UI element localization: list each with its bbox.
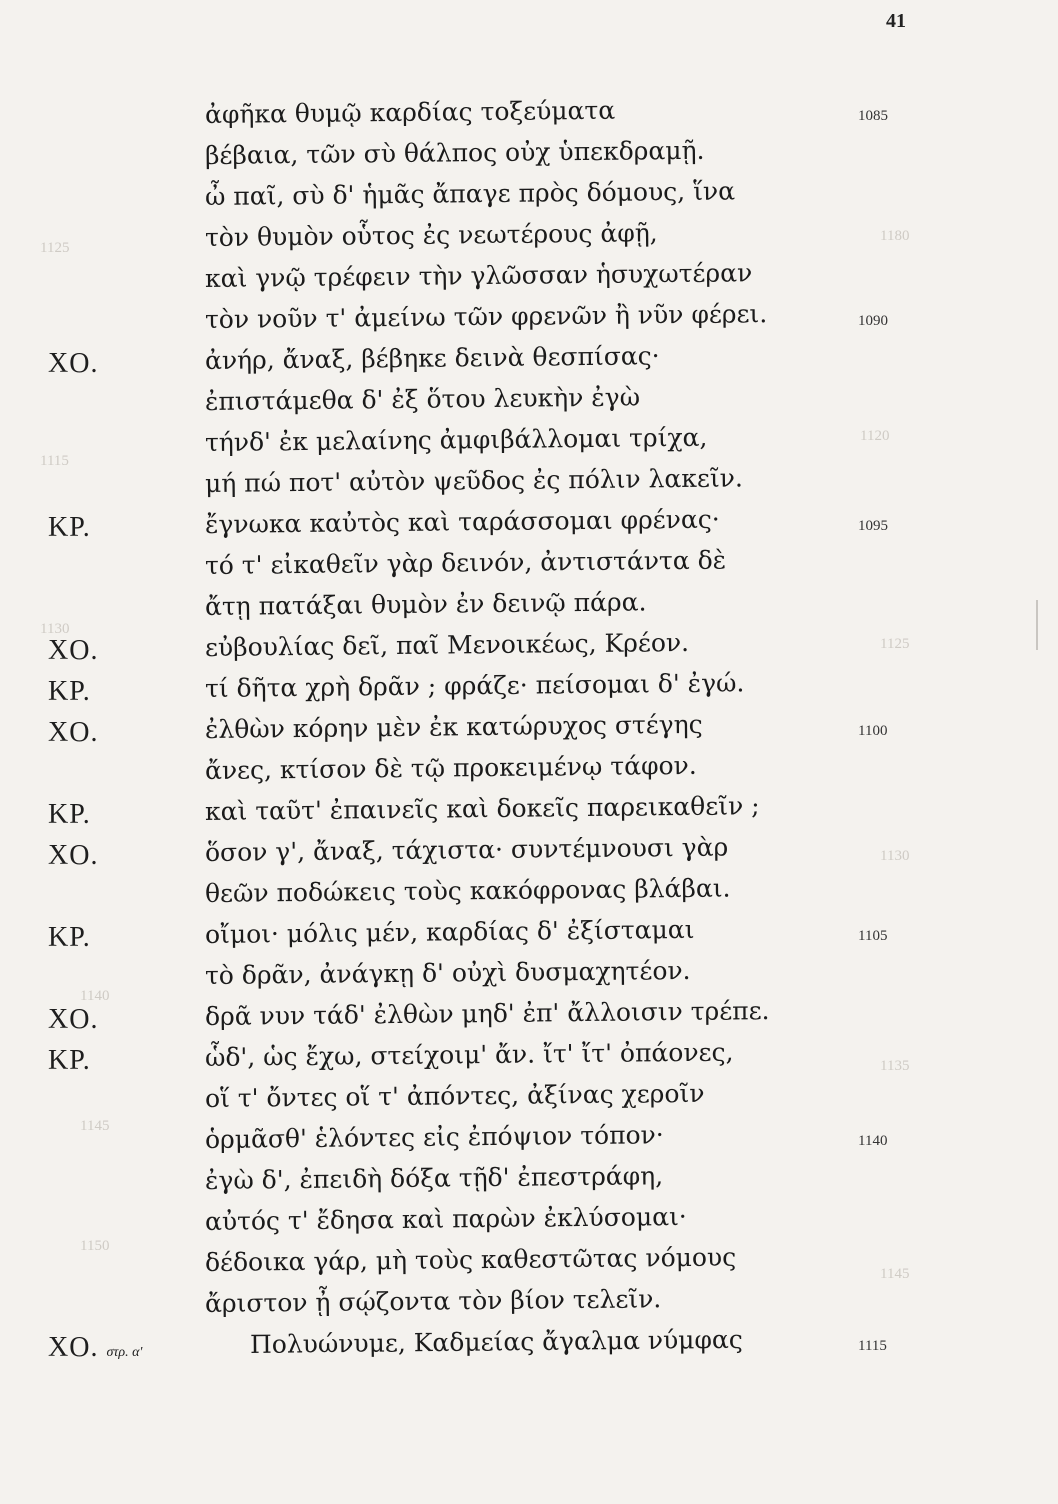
- verse-row: [0, 914, 1058, 961]
- verse-row: [0, 341, 1058, 387]
- speaker-name: ΚΡ.: [48, 799, 91, 830]
- speaker-name: ΧΟ.: [48, 1332, 99, 1363]
- svg-text:1135: 1135: [880, 1058, 910, 1074]
- svg-text:1180: 1180: [880, 228, 910, 244]
- verse-row: [0, 1201, 1058, 1248]
- verse-row: [0, 504, 1058, 551]
- page-number: 41: [886, 10, 906, 32]
- verse-line: οἴμοι· μόλις μέν, καρδίας δ' ἐξίσταμαι: [204, 914, 695, 949]
- speaker-label: [48, 1004, 98, 1036]
- verse-line: τὸ δρᾶν, ἀνάγκῃ δ' οὐχὶ δυσμαχητέον.: [204, 955, 691, 990]
- verse-line: Πολυώνυμε, Καδμείας ἄγαλμα νύμφας: [249, 1324, 743, 1359]
- verse-row: [0, 258, 1058, 305]
- verse-row: [0, 791, 1058, 838]
- verse-line: τὸν νοῦν τ' ἀμείνω τῶν φρενῶν ἢ νῦν φέρει.: [204, 299, 768, 334]
- line-number: 1140: [858, 1133, 888, 1149]
- verse-line: βέβαια, τῶν σὺ θάλπος οὐχ ὑπεκδραμῇ.: [204, 135, 705, 170]
- verse-row: [0, 1078, 1058, 1125]
- speaker-label: [48, 717, 98, 749]
- speaker-label: [48, 1045, 91, 1077]
- verse-line: εὐβουλίας δεῖ, παῖ Μενοικέως, Κρέον.: [204, 627, 690, 662]
- verse-row: [0, 955, 1058, 1002]
- verse-line: τήνδ' ἐκ μελαίνης ἀμφιβάλλομαι τρίχα,: [204, 422, 708, 457]
- verse-line: καὶ ταῦτ' ἐπαινεῖς καὶ δοκεῖς παρεικαθεῖν ;: [204, 791, 760, 826]
- verse-line: ἐλθὼν κόρην μὲν ἐκ κατώρυχος στέγης: [204, 709, 703, 744]
- verse-row: [0, 545, 1058, 592]
- verse-row: [0, 873, 1058, 920]
- verse-row: [0, 709, 1058, 756]
- speaker-label: [48, 840, 98, 872]
- verse-line: μή πώ ποτ' αὐτὸν ψεῦδος ἐς πόλιν λακεῖν.: [204, 463, 743, 498]
- speaker-name: ΚΡ.: [48, 1045, 91, 1076]
- verse-line: θεῶν ποδώκεις τοὺς κακόφρονας βλάβαι.: [204, 873, 731, 908]
- verse-line: ὅσον γ', ἄναξ, τάχιστα· συντέμνουσι γὰρ: [204, 832, 729, 867]
- verse-row: [0, 587, 1058, 633]
- line-number: 1105: [858, 928, 888, 944]
- svg-text:1120: 1120: [860, 428, 890, 444]
- speaker-name: ΚΡ.: [48, 676, 91, 707]
- verse-line: ἀφῆκα θυμῷ καρδίας τοξεύματα: [204, 95, 616, 129]
- verse-row: [0, 218, 1058, 264]
- verse-row: [0, 1120, 1058, 1166]
- verse-line: ἄτῃ πατάξαι θυμὸν ἐν δεινῷ πάρα.: [204, 587, 647, 621]
- line-number: 1100: [858, 723, 888, 739]
- verse-line: τὸν θυμὸν οὗτος ἐς νεωτέρους ἀφῇ,: [204, 218, 658, 252]
- speaker-label: [48, 512, 91, 544]
- verse-row: [0, 1161, 1058, 1207]
- verse-row: [0, 668, 1058, 715]
- verse-row: [0, 1037, 1058, 1084]
- speaker-label: [48, 922, 91, 954]
- verse-block: [0, 95, 1058, 1371]
- speaker-name: ΚΡ.: [48, 512, 91, 543]
- verse-line: ἔγνωκα καὐτὸς καὶ ταράσσομαι φρένας·: [204, 504, 720, 539]
- verse-row: [0, 750, 1058, 797]
- verse-line: ὁρμᾶσθ' ἑλόντες εἰς ἐπόψιον τόπον·: [204, 1120, 664, 1154]
- speaker-name: ΧΟ.: [48, 840, 99, 871]
- verse-row: [0, 1284, 1058, 1330]
- verse-line: αὐτός τ' ἔδησα καὶ παρὼν ἐκλύσομαι·: [204, 1201, 687, 1236]
- speaker-label: [48, 348, 98, 380]
- speaker-label: [48, 676, 91, 708]
- verse-line: δρᾶ νυν τάδ' ἐλθὼν μηδ' ἐπ' ἄλλοισιν τρέπε.: [204, 996, 770, 1031]
- line-number: 1115: [858, 1338, 887, 1354]
- svg-text:1150: 1150: [80, 1238, 110, 1254]
- verse-line: ὧδ', ὡς ἔχω, στείχοιμ' ἄν. ἴτ' ἴτ' ὀπάονες,: [204, 1037, 734, 1072]
- verse-line: τό τ' εἰκαθεῖν γὰρ δεινόν, ἀντιστάντα δὲ: [204, 545, 727, 580]
- margin-mark: [1036, 600, 1038, 650]
- verse-line: τί δῆτα χρὴ δρᾶν ; φράζε· πείσομαι δ' ἐγώ.: [204, 668, 745, 703]
- verse-row: [0, 463, 1058, 510]
- svg-text:1125: 1125: [40, 240, 70, 256]
- verse-line: ἀνήρ, ἄναξ, βέβηκε δεινὰ θεσπίσας·: [204, 341, 660, 375]
- speaker-label: [48, 635, 98, 667]
- verse-line: ἐπιστάμεθα δ' ἐξ ὅτου λευκὴν ἐγὼ: [204, 382, 641, 416]
- verse-row: [0, 95, 1058, 141]
- line-number: 1085: [858, 108, 888, 124]
- verse-line: δέδοικα γάρ, μὴ τοὺς καθεστῶτας νόμους: [204, 1242, 737, 1277]
- speaker-name: ΧΟ.: [48, 717, 99, 748]
- verse-row: [0, 299, 1058, 346]
- svg-text:1145: 1145: [880, 1266, 910, 1282]
- svg-text:1130: 1130: [880, 848, 910, 864]
- verse-row: [0, 135, 1058, 182]
- svg-text:1140: 1140: [80, 988, 110, 1004]
- svg-text:1130: 1130: [40, 621, 70, 637]
- line-number: 1090: [858, 313, 888, 329]
- verse-row: [0, 176, 1058, 223]
- svg-text:1115: 1115: [40, 453, 69, 469]
- verse-row: [0, 382, 1058, 428]
- svg-text:1145: 1145: [80, 1118, 110, 1134]
- speaker-label: [48, 799, 91, 831]
- verse-row: [0, 422, 1058, 469]
- verse-line: ὦ παῖ, σὺ δ' ἡμᾶς ἄπαγε πρὸς δόμους, ἵνα: [204, 176, 736, 211]
- svg-text:1125: 1125: [880, 636, 910, 652]
- speaker-label: [48, 1332, 142, 1364]
- strophe-marker: στρ. α': [106, 1345, 143, 1360]
- speaker-name: ΧΟ.: [48, 348, 99, 379]
- verse-line: καὶ γνῷ τρέφειν τὴν γλῶσσαν ἡσυχωτέραν: [204, 258, 753, 293]
- verse-line: ἄριστον ᾖ σῴζοντα τὸν βίον τελεῖν.: [204, 1284, 662, 1318]
- verse-line: ἄνες, κτίσον δὲ τῷ προκειμένῳ τάφον.: [204, 750, 697, 785]
- verse-line: οἵ τ' ὄντες οἵ τ' ἀπόντες, ἀξίνας χεροῖν: [204, 1078, 705, 1113]
- verse-row: [0, 1324, 1058, 1371]
- speaker-name: ΧΟ.: [48, 635, 99, 666]
- speaker-name: ΚΡ.: [48, 922, 91, 953]
- verse-line: ἐγὼ δ', ἐπειδὴ δόξα τῇδ' ἐπεστράφη,: [204, 1161, 664, 1195]
- line-number: 1095: [858, 518, 888, 534]
- speaker-name: ΧΟ.: [48, 1004, 99, 1035]
- verse-row: [0, 832, 1058, 879]
